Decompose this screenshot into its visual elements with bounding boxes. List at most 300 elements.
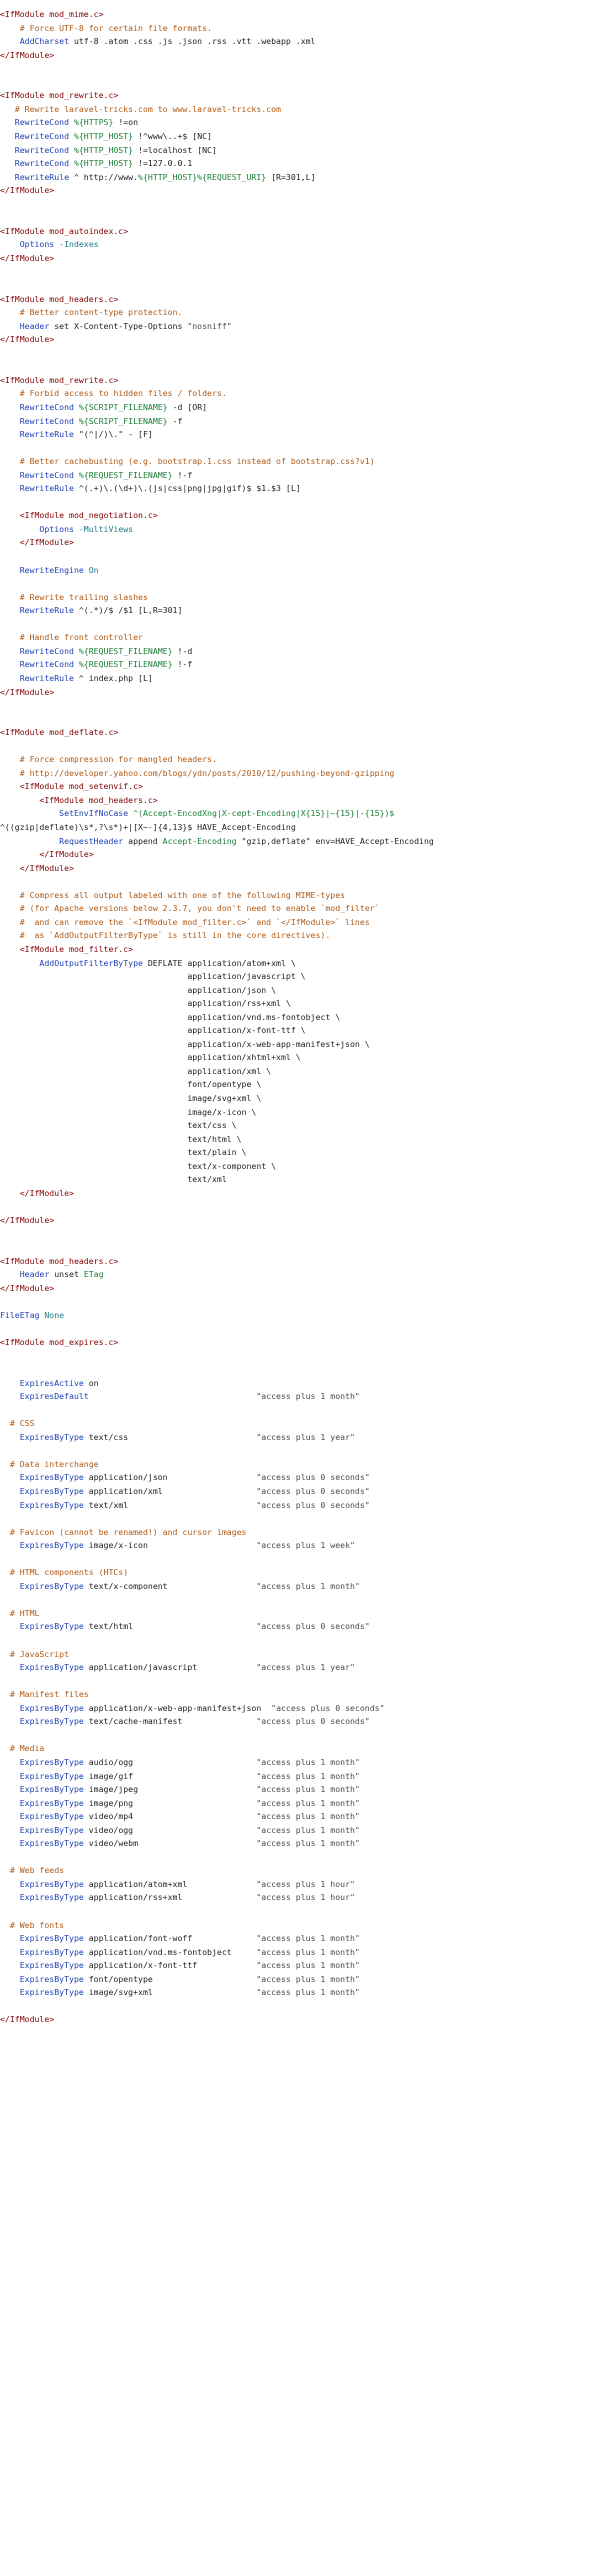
code-token-var: %{REQUEST_FILENAME} bbox=[73, 659, 173, 670]
code-line bbox=[0, 536, 74, 548]
code-line bbox=[0, 1038, 370, 1050]
code-line bbox=[0, 401, 207, 413]
code-token-text: ^(.+)\.(\d+)\.(js|css|png|jpg|gif)$ $1.$3 [L] bbox=[73, 483, 301, 494]
code-line bbox=[0, 1783, 360, 1795]
code-token-tag: </IfModule> bbox=[0, 849, 94, 860]
code-token-dir: ExpiresByType bbox=[0, 1784, 84, 1795]
code-token-tag: </IfModule> bbox=[0, 686, 55, 697]
code-line bbox=[0, 604, 182, 616]
code-token-text: video/mp4 bbox=[83, 1811, 257, 1822]
code-token-str: "access plus 1 month" bbox=[256, 1987, 360, 1998]
code-line bbox=[0, 157, 192, 169]
code-token-text: application/x-web-app-manifest+json bbox=[83, 1702, 272, 1713]
code-token-tag: </IfModule> bbox=[0, 1187, 74, 1198]
code-line bbox=[0, 1187, 74, 1199]
code-line bbox=[0, 1336, 118, 1348]
code-token-dir: RewriteCond bbox=[0, 469, 74, 480]
code-token-text: application/javascript bbox=[83, 1662, 257, 1673]
code-token-text: video/ogg bbox=[83, 1824, 257, 1835]
code-token-comment: # Data interchange bbox=[0, 1458, 99, 1469]
code-line bbox=[0, 306, 182, 318]
code-line bbox=[0, 686, 54, 698]
code-line bbox=[0, 1458, 99, 1470]
code-token-dir: Options bbox=[0, 523, 74, 534]
code-token-var: %{HTTP_HOST} bbox=[69, 130, 134, 141]
code-line bbox=[0, 957, 296, 969]
code-line bbox=[0, 1810, 360, 1822]
code-line bbox=[0, 374, 118, 386]
code-token-comment: # Force compression for mangled headers. bbox=[0, 754, 217, 765]
code-token-dir: ExpiresByType bbox=[0, 1824, 84, 1835]
code-line bbox=[0, 821, 296, 833]
code-token-dir: ExpiresByType bbox=[0, 1499, 84, 1510]
code-line bbox=[0, 1742, 44, 1754]
code-line bbox=[0, 130, 212, 142]
code-token-dir: ExpiresByType bbox=[0, 1946, 84, 1957]
code-token-text: on bbox=[83, 1377, 99, 1388]
code-token-dir: RewriteCond bbox=[0, 130, 70, 141]
code-token-tag: <IfModule mod_headers.c> bbox=[0, 293, 119, 304]
code-token-str: "access plus 1 month" bbox=[256, 1946, 360, 1957]
code-token-tag: <IfModule mod_mime.c> bbox=[0, 9, 104, 19]
code-token-text: application/json bbox=[83, 1472, 257, 1483]
code-token-text: text/css bbox=[83, 1431, 257, 1442]
code-token-str: "access plus 1 month" bbox=[256, 1784, 360, 1795]
code-line bbox=[0, 171, 316, 183]
code-token-text: ^ http://www. bbox=[69, 171, 139, 182]
code-token-dir: RequestHeader bbox=[0, 835, 124, 846]
code-line bbox=[0, 1065, 271, 1077]
code-token-text: text/x-component bbox=[83, 1580, 257, 1591]
code-line bbox=[0, 1282, 54, 1294]
code-token-tag: </IfModule> bbox=[0, 537, 74, 548]
code-token-text: DEFLATE application/atom+xml \ bbox=[142, 957, 296, 968]
code-token-dir: RewriteCond bbox=[0, 401, 74, 412]
code-line bbox=[0, 780, 143, 792]
code-token-dir: RewriteCond bbox=[0, 158, 70, 169]
code-token-str: "access plus 1 year" bbox=[256, 1431, 355, 1442]
code-line bbox=[0, 1526, 246, 1538]
code-token-text: ^(.*)/$ /$1 [L,R=301] bbox=[73, 605, 183, 616]
code-token-dir: ExpiresByType bbox=[0, 1485, 84, 1496]
code-line bbox=[0, 116, 138, 128]
code-token-text: text/html bbox=[83, 1621, 257, 1632]
code-token-comment: # JavaScript bbox=[0, 1648, 70, 1659]
code-token-str: "access plus 1 month" bbox=[256, 1797, 360, 1808]
code-line bbox=[0, 1268, 104, 1280]
code-token-text: application/xml \ bbox=[0, 1065, 272, 1076]
code-token-dir: ExpiresByType bbox=[0, 1797, 84, 1808]
code-token-var: %{SCRIPT_FILENAME} bbox=[73, 415, 168, 426]
code-token-var: %{REQUEST_FILENAME} bbox=[73, 469, 173, 480]
code-token-dir: FileETag bbox=[0, 1309, 40, 1320]
code-token-text: !^www\..+$ [NC] bbox=[133, 130, 212, 141]
code-token-dir: AddCharset bbox=[0, 36, 70, 47]
code-token-text: "(^|/)\." - [F] bbox=[73, 429, 153, 440]
code-token-text: application/rss+xml \ bbox=[0, 998, 291, 1009]
code-token-tag: </IfModule> bbox=[0, 862, 74, 873]
code-token-text: text/cache-manifest bbox=[83, 1716, 257, 1727]
code-line bbox=[0, 293, 118, 305]
code-line bbox=[0, 469, 192, 481]
code-token-text: application/x-font-ttf \ bbox=[0, 1025, 306, 1036]
code-token-str: "access plus 0 seconds" bbox=[271, 1702, 385, 1713]
code-token-comment: # http://developer.yahoo.com/blogs/ydn/posts/2010/12/pushing-beyond-gzipping bbox=[0, 767, 395, 778]
code-token-str: "access plus 0 seconds" bbox=[256, 1621, 370, 1632]
code-token-text: !=127.0.0.1 bbox=[133, 158, 193, 169]
code-line bbox=[0, 89, 118, 101]
code-line bbox=[0, 1214, 54, 1226]
code-line bbox=[0, 794, 158, 806]
code-line bbox=[0, 184, 54, 196]
code-token-text: application/json \ bbox=[0, 984, 277, 995]
code-token-dir: RewriteRule bbox=[0, 483, 74, 494]
code-token-dir: ExpiresByType bbox=[0, 1540, 84, 1551]
code-token-tag: </IfModule> bbox=[0, 2014, 55, 2025]
code-line bbox=[0, 1770, 360, 1782]
code-token-var: %{HTTP_HOST}%{REQUEST_URI} bbox=[138, 171, 267, 182]
code-token-tag: <IfModule mod_expires.c> bbox=[0, 1336, 119, 1347]
code-token-str: "access plus 1 month" bbox=[256, 1973, 360, 1984]
code-token-dir: RewriteCond bbox=[0, 117, 70, 128]
code-token-dir: RewriteRule bbox=[0, 672, 74, 683]
code-line bbox=[0, 1499, 370, 1511]
code-token-dir: Options bbox=[0, 239, 55, 250]
code-token-comment: # CSS bbox=[0, 1418, 35, 1429]
code-token-var: ^(Accept-EncodXng|X-cept-Encoding|X{15}|~{15}|-{15})$ bbox=[128, 808, 395, 819]
code-token-var: %{HTTP_HOST} bbox=[69, 158, 134, 169]
code-line bbox=[0, 591, 148, 603]
code-token-dir: RewriteRule bbox=[0, 171, 70, 182]
code-line bbox=[0, 428, 153, 440]
code-token-text: image/x-icon bbox=[83, 1540, 257, 1551]
code-line bbox=[0, 252, 54, 264]
code-token-text: image/png bbox=[83, 1797, 257, 1808]
code-token-text: application/x-web-app-manifest+json \ bbox=[0, 1038, 370, 1049]
code-token-text: text/css \ bbox=[0, 1120, 237, 1131]
code-line bbox=[0, 482, 301, 494]
code-token-tag: <IfModule mod_deflate.c> bbox=[0, 727, 119, 738]
code-line bbox=[0, 1133, 242, 1145]
code-token-text: !=on bbox=[113, 117, 139, 128]
code-token-var: %{REQUEST_FILENAME} bbox=[73, 645, 173, 656]
code-token-comment: # Web feeds bbox=[0, 1865, 65, 1876]
code-token-dir: ExpiresByType bbox=[0, 1580, 84, 1591]
code-line bbox=[0, 1092, 261, 1104]
code-token-str: "access plus 1 year" bbox=[256, 1662, 355, 1673]
code-token-var: %{HTTPS} bbox=[69, 117, 114, 128]
code-token-text: application/x-font-ttf bbox=[83, 1960, 257, 1971]
code-token-tag: <IfModule mod_headers.c> bbox=[0, 794, 158, 805]
code-line bbox=[0, 455, 375, 467]
code-line bbox=[0, 1390, 360, 1402]
code-token-text: image/svg+xml \ bbox=[0, 1093, 262, 1103]
code-token-text: !-f bbox=[172, 659, 193, 670]
code-token-dir: ExpiresByType bbox=[0, 1973, 84, 1984]
code-line bbox=[0, 1485, 370, 1497]
code-token-dir: ExpiresByType bbox=[0, 1662, 84, 1673]
code-token-text: [R=301,L] bbox=[266, 171, 316, 182]
code-token-tag: </IfModule> bbox=[0, 185, 55, 196]
code-token-text: image/x-icon \ bbox=[0, 1106, 257, 1117]
code-line bbox=[0, 1702, 385, 1714]
code-line bbox=[0, 767, 394, 779]
code-token-str: "access plus 1 week" bbox=[256, 1540, 355, 1551]
code-token-tag: <IfModule mod_negotiation.c> bbox=[0, 510, 158, 521]
code-token-dir: ExpiresByType bbox=[0, 1878, 84, 1889]
code-token-str: "access plus 1 hour" bbox=[256, 1892, 355, 1903]
code-token-dir: ExpiresByType bbox=[0, 1756, 84, 1767]
code-line bbox=[0, 672, 153, 684]
code-token-tag: </IfModule> bbox=[0, 334, 55, 345]
code-token-dir: ExpiresActive bbox=[0, 1377, 84, 1388]
code-line bbox=[0, 523, 133, 535]
code-token-tag: </IfModule> bbox=[0, 49, 55, 60]
code-token-text: "gzip,deflate" env=HAVE_Accept-Encoding bbox=[236, 835, 434, 846]
code-line bbox=[0, 1417, 35, 1429]
code-token-text: application/atom+xml bbox=[83, 1878, 257, 1889]
code-line bbox=[0, 225, 128, 237]
code-token-text: text/xml bbox=[83, 1499, 257, 1510]
code-line bbox=[0, 862, 74, 874]
code-token-str: "access plus 1 month" bbox=[256, 1770, 360, 1781]
code-line bbox=[0, 997, 291, 1009]
code-line bbox=[0, 415, 182, 427]
code-token-dir: RewriteCond bbox=[0, 645, 74, 656]
code-token-text: !=localhost [NC] bbox=[133, 144, 217, 155]
code-token-tag: <IfModule mod_autoindex.c> bbox=[0, 225, 129, 236]
code-line bbox=[0, 387, 227, 399]
code-line bbox=[0, 1173, 227, 1185]
code-line bbox=[0, 848, 94, 860]
code-line bbox=[0, 238, 99, 250]
code-token-dir: ExpiresByType bbox=[0, 1621, 84, 1632]
code-token-str: "access plus 1 month" bbox=[256, 1580, 360, 1591]
code-token-opt: -MultiViews bbox=[73, 523, 134, 534]
code-token-comment: # Handle front controller bbox=[0, 632, 143, 643]
code-token-str: "access plus 0 seconds" bbox=[256, 1485, 370, 1496]
code-token-dir: Header bbox=[0, 1269, 50, 1280]
code-line bbox=[0, 1824, 360, 1836]
code-line bbox=[0, 970, 306, 982]
code-token-str: "access plus 1 month" bbox=[88, 1391, 360, 1402]
code-token-tag: <IfModule mod_rewrite.c> bbox=[0, 374, 119, 385]
code-token-comment: # (for Apache versions below 2.3.7, you don't need to enable `mod_filter` bbox=[0, 903, 380, 914]
code-token-comment: # Compress all output labeled with one of the following MIME-types bbox=[0, 889, 346, 900]
code-line bbox=[0, 509, 158, 521]
code-token-comment: # Manifest files bbox=[0, 1689, 89, 1700]
code-token-text: application/xhtml+xml \ bbox=[0, 1052, 301, 1063]
code-line bbox=[0, 1011, 340, 1023]
code-token-dir: RewriteRule bbox=[0, 429, 74, 440]
code-token-comment: # Force UTF-8 for certain file formats. bbox=[0, 22, 212, 33]
code-line bbox=[0, 1309, 64, 1321]
code-token-tag: </IfModule> bbox=[0, 1214, 55, 1225]
code-token-text: text/html \ bbox=[0, 1133, 242, 1144]
code-token-tag: <IfModule mod_filter.c> bbox=[0, 943, 134, 954]
code-token-comment: # and can remove the `<IfModule mod_filter.c>` and `</IfModule>` lines bbox=[0, 916, 370, 927]
code-line bbox=[0, 1106, 256, 1118]
code-line bbox=[0, 1919, 64, 1931]
code-token-str: "access plus 1 month" bbox=[256, 1824, 360, 1835]
code-line bbox=[0, 916, 370, 928]
code-token-str: "nosniff" bbox=[187, 320, 232, 331]
code-token-tag: <IfModule mod_rewrite.c> bbox=[0, 90, 119, 101]
code-line bbox=[0, 35, 315, 47]
code-line bbox=[0, 753, 217, 765]
code-line bbox=[0, 1756, 360, 1768]
code-token-dir: RewriteEngine bbox=[0, 564, 84, 575]
code-line bbox=[0, 1539, 355, 1551]
code-token-dir: AddOutputFilterByType bbox=[0, 957, 143, 968]
code-token-text: application/vnd.ms-fontobject \ bbox=[0, 1011, 341, 1022]
code-token-text: unset bbox=[49, 1269, 84, 1280]
code-line bbox=[0, 1607, 39, 1619]
code-line bbox=[0, 2013, 54, 2025]
code-token-dir: SetEnvIfNoCase bbox=[0, 808, 129, 819]
code-token-str: "access plus 1 month" bbox=[256, 1933, 360, 1944]
code-line bbox=[0, 1878, 355, 1890]
code-token-text: application/xml bbox=[83, 1485, 257, 1496]
code-token-str: "access plus 1 month" bbox=[256, 1756, 360, 1767]
code-token-comment: # Better content-type protection. bbox=[0, 307, 183, 318]
code-line bbox=[0, 631, 143, 643]
code-token-text: image/jpeg bbox=[83, 1784, 257, 1795]
code-token-opt: None bbox=[39, 1309, 65, 1320]
code-line bbox=[0, 1986, 360, 1998]
code-token-text: video/webm bbox=[83, 1838, 257, 1849]
code-line bbox=[0, 1891, 355, 1903]
code-line bbox=[0, 807, 394, 819]
code-token-comment: # Better cachebusting (e.g. bootstrap.1.css instead of bootstrap.css?v1) bbox=[0, 456, 375, 467]
code-token-text: image/gif bbox=[83, 1770, 257, 1781]
code-token-text: ^((gzip|deflate)\s*,?\s*)+|[X~-]{4,13}$ HAVE_Accept-Encoding bbox=[0, 822, 296, 832]
code-token-comment: # Rewrite laravel-tricks.com to www.laravel-tricks.com bbox=[0, 103, 281, 114]
code-token-dir: RewriteCond bbox=[0, 144, 70, 155]
code-token-comment: # as `AddOutputFilterByType` is still in the core directives). bbox=[0, 930, 331, 941]
code-token-dir: ExpiresByType bbox=[0, 1770, 84, 1781]
code-token-text: font/opentype bbox=[83, 1973, 257, 1984]
code-token-comment: # Forbid access to hidden files / folders. bbox=[0, 388, 227, 399]
code-line bbox=[0, 1620, 370, 1632]
code-token-str: "access plus 0 seconds" bbox=[256, 1472, 370, 1483]
code-token-comment: # Rewrite trailing slashes bbox=[0, 591, 148, 602]
code-line bbox=[0, 1837, 360, 1849]
code-token-dir: ExpiresByType bbox=[0, 1702, 84, 1713]
code-token-dir: Header bbox=[0, 320, 50, 331]
code-token-str: "access plus 0 seconds" bbox=[256, 1716, 370, 1727]
code-line bbox=[0, 1946, 360, 1958]
code-line bbox=[0, 726, 118, 738]
code-token-comment: # Favicon (cannot be renamed!) and cursor images bbox=[0, 1526, 247, 1537]
code-token-comment: # HTML bbox=[0, 1607, 40, 1618]
code-line bbox=[0, 1119, 237, 1131]
code-line bbox=[0, 1797, 360, 1809]
code-line bbox=[0, 645, 192, 657]
code-token-dir: ExpiresByType bbox=[0, 1987, 84, 1998]
code-token-str: "access plus 1 hour" bbox=[256, 1878, 355, 1889]
code-line bbox=[0, 320, 232, 332]
code-line bbox=[0, 1661, 355, 1673]
code-token-tag: <IfModule mod_headers.c> bbox=[0, 1255, 119, 1266]
code-line bbox=[0, 144, 217, 156]
code-line bbox=[0, 658, 192, 670]
code-token-text: !-f bbox=[172, 469, 193, 480]
code-line bbox=[0, 1580, 360, 1592]
code-token-str: "access plus 0 seconds" bbox=[256, 1499, 370, 1510]
code-token-text: audio/ogg bbox=[83, 1756, 257, 1767]
code-token-text: application/font-woff bbox=[83, 1933, 257, 1944]
code-token-dir: ExpiresByType bbox=[0, 1960, 84, 1971]
code-token-tag: <IfModule mod_setenvif.c> bbox=[0, 781, 143, 792]
code-line bbox=[0, 889, 345, 901]
code-token-text: -f bbox=[167, 415, 183, 426]
code-token-dir: ExpiresByType bbox=[0, 1716, 84, 1727]
code-line bbox=[0, 1471, 370, 1483]
code-line bbox=[0, 1648, 69, 1660]
code-token-dir: RewriteCond bbox=[0, 415, 74, 426]
code-token-text: text/xml bbox=[0, 1174, 227, 1185]
code-line bbox=[0, 984, 276, 996]
code-line bbox=[0, 1255, 118, 1267]
code-token-text: !-d bbox=[172, 645, 193, 656]
code-token-dir: ExpiresByType bbox=[0, 1431, 84, 1442]
code-token-dir: RewriteRule bbox=[0, 605, 74, 616]
code-line bbox=[0, 333, 54, 345]
code-token-comment: # Web fonts bbox=[0, 1919, 65, 1930]
code-line bbox=[0, 1377, 99, 1389]
code-token-dir: ExpiresByType bbox=[0, 1811, 84, 1822]
code-token-dir: RewriteCond bbox=[0, 659, 74, 670]
code-line bbox=[0, 1078, 261, 1090]
code-line bbox=[0, 835, 434, 847]
code-token-text: utf-8 .atom .css .js .json .rss .vtt .webapp .xml bbox=[69, 36, 316, 47]
code-line bbox=[0, 1146, 246, 1158]
code-token-var: %{SCRIPT_FILENAME} bbox=[73, 401, 168, 412]
code-line bbox=[0, 1715, 370, 1727]
code-line bbox=[0, 8, 104, 20]
code-token-dir: ExpiresByType bbox=[0, 1892, 84, 1903]
code-token-dir: ExpiresDefault bbox=[0, 1391, 89, 1402]
code-token-dir: ExpiresByType bbox=[0, 1933, 84, 1944]
code-line bbox=[0, 929, 330, 941]
code-line bbox=[0, 1688, 89, 1700]
code-token-text: text/x-component \ bbox=[0, 1160, 277, 1171]
code-line bbox=[0, 1566, 128, 1578]
code-line bbox=[0, 1973, 360, 1985]
code-line bbox=[0, 1051, 301, 1063]
code-token-text: image/svg+xml bbox=[83, 1987, 257, 1998]
code-line bbox=[0, 943, 133, 955]
code-token-str: "access plus 1 month" bbox=[256, 1811, 360, 1822]
code-line bbox=[0, 1024, 306, 1036]
code-token-tag: </IfModule> bbox=[0, 252, 55, 263]
code-line bbox=[0, 1959, 360, 1971]
code-line bbox=[0, 902, 380, 914]
code-token-text: ^ index.php [L] bbox=[73, 672, 153, 683]
code-token-text: application/javascript \ bbox=[0, 971, 306, 982]
code-line bbox=[0, 103, 281, 115]
code-token-var: %{HTTP_HOST} bbox=[69, 144, 134, 155]
code-token-dir: ExpiresByType bbox=[0, 1838, 84, 1849]
code-line bbox=[0, 49, 54, 61]
code-token-dir: ExpiresByType bbox=[0, 1472, 84, 1483]
code-token-text: set X-Content-Type-Options bbox=[49, 320, 188, 331]
code-token-text: append bbox=[123, 835, 163, 846]
code-line bbox=[0, 1160, 276, 1172]
code-line bbox=[0, 22, 212, 34]
code-token-text: text/plain \ bbox=[0, 1147, 247, 1158]
